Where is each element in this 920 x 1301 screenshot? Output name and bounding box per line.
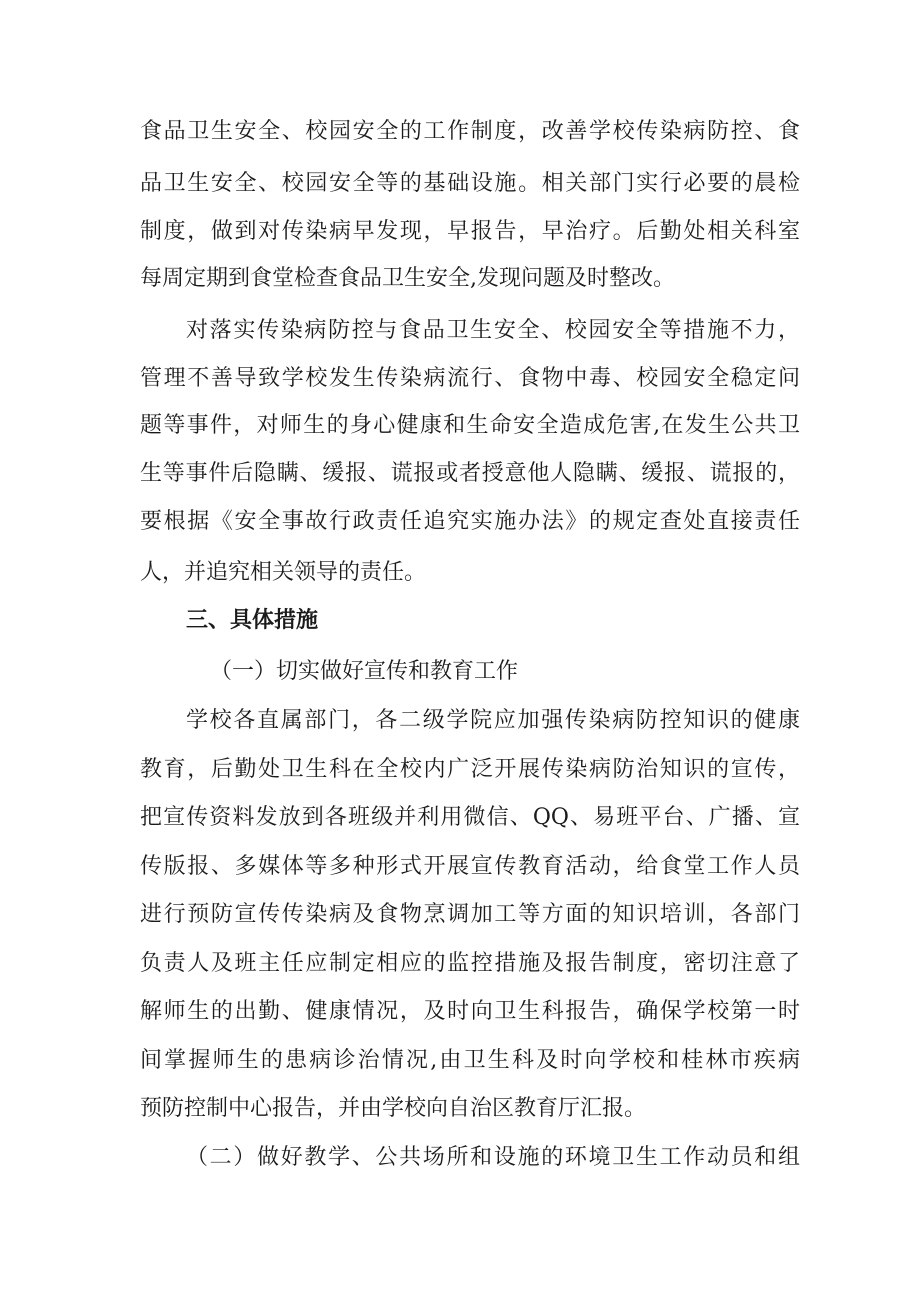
- paragraph-line: 管理不善导致学校发生传染病流行、食物中毒、校园安全稳定问: [140, 366, 800, 391]
- paragraph-line: 食品卫生安全、校园安全的工作制度，改善学校传染病防控、食: [140, 119, 800, 144]
- paragraph-line: 每周定期到食堂检查食品卫生安全,发现问题及时整改。: [140, 266, 675, 291]
- paragraph-line: 品卫生安全、校园安全等的基础设施。相关部门实行必要的晨检: [140, 171, 800, 196]
- paragraph-line: 生等事件后隐瞒、缓报、谎报或者授意他人隐瞒、缓报、谎报的，: [140, 461, 800, 486]
- paragraph-line: 传版报、多媒体等多种形式开展宣传教育活动，给食堂工作人员: [140, 854, 800, 879]
- paragraph-line: 负责人及班主任应制定相应的监控措施及报告制度，密切注意了: [140, 951, 800, 976]
- paragraph-line: 解师生的出勤、健康情况，及时向卫生科报告，确保学校第一时: [140, 999, 800, 1024]
- paragraph-line: 把宣传资料发放到各班级并利用微信、QQ、易班平台、广播、宣: [140, 805, 800, 830]
- paragraph-line: 要根据《安全事故行政责任追究实施办法》的规定查处直接责任: [140, 509, 800, 534]
- paragraph-line: 人，并追究相关领导的责任。: [140, 560, 427, 585]
- paragraph-line: 学校各直属部门，各二级学院应加强传染病防控知识的健康: [186, 708, 800, 733]
- paragraph-line: 教育，后勤处卫生科在全校内广泛开展传染病防治知识的宣传，: [140, 757, 800, 782]
- paragraph-line: 题等事件，对师生的身心健康和生命安全造成危害,在发生公共卫: [140, 413, 800, 438]
- section-heading: 三、具体措施: [186, 608, 319, 633]
- subsection-heading: （二）做好教学、公共场所和设施的环境卫生工作动员和组: [186, 1145, 800, 1170]
- paragraph-line: 间掌握师生的患病诊治情况,由卫生科及时向学校和桂林市疾病: [140, 1048, 800, 1073]
- paragraph-line: 预防控制中心报告，并由学校向自治区教育厅汇报。: [140, 1096, 647, 1121]
- subsection-heading: （一）切实做好宣传和教育工作: [210, 659, 519, 684]
- paragraph-line: 对落实传染病防控与食品卫生安全、校园安全等措施不力，: [186, 318, 800, 343]
- paragraph-line: 制度，做到对传染病早发现，早报告，早治疗。后勤处相关科室: [140, 219, 800, 244]
- paragraph-line: 进行预防宣传传染病及食物烹调加工等方面的知识培训，各部门: [140, 902, 800, 927]
